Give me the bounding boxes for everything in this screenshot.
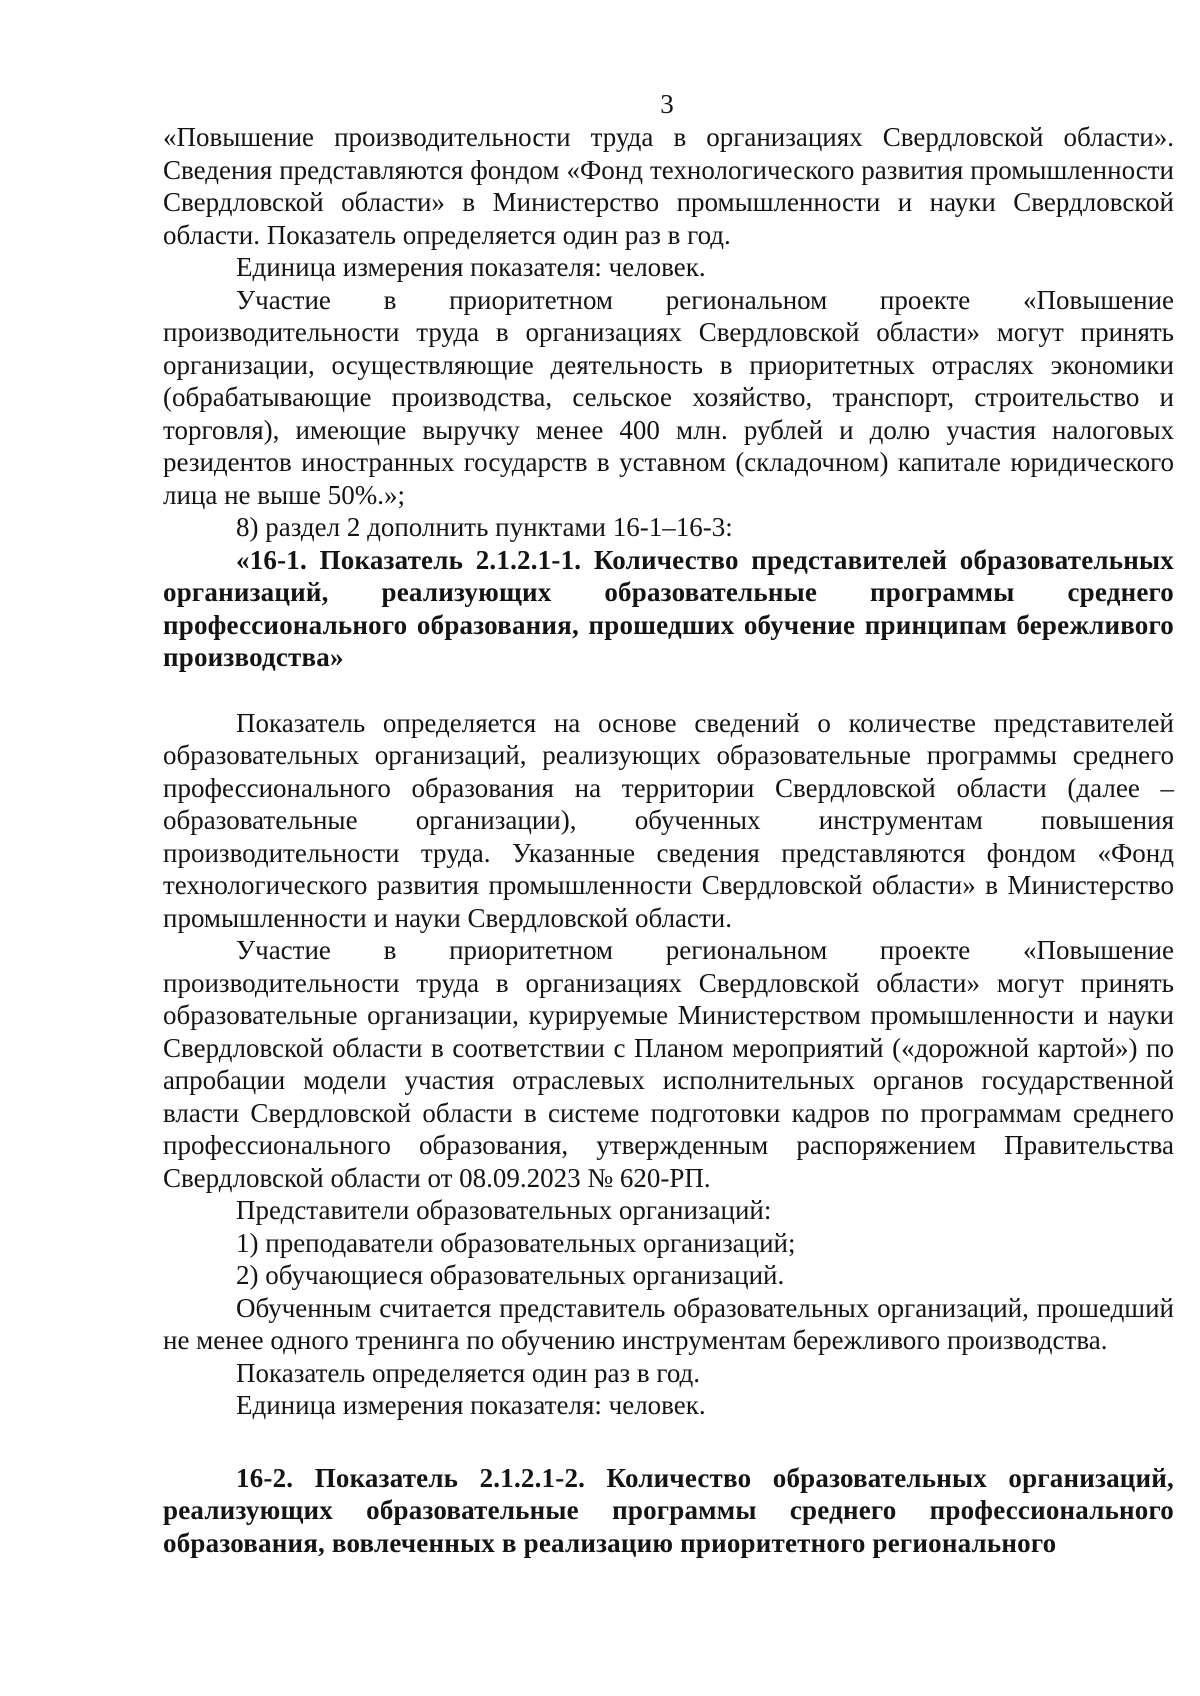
document-body xyxy=(163,121,1174,1559)
page-number: 3 xyxy=(660,89,674,119)
paragraph-unit: Единица измерения показателя: человек. xyxy=(236,252,706,282)
paragraph-participation: Участие в приоритетном региональном проекте «Повышение производительности труда в организациях Свердловской области» могут принять организации, осуществляющие деятельность в приоритетных отраслях экономики (обрабатывающие производства, сельское хозяйство, транспорт, строительство и торговля), имеющие выручку менее 400 млн. рублей и долю участия налоговых резидентов иностранных государств в уставном (складочном) капитале юридического лица не выше 50%.»; xyxy=(163,284,1174,510)
paragraph-amendment: 8) раздел 2 дополнить пунктами 16-1–16-3: xyxy=(236,512,733,542)
paragraph-representatives: Представители образовательных организаций: xyxy=(236,1195,772,1225)
paragraph-frequency: Показатель определяется один раз в год. xyxy=(236,1357,701,1388)
heading-indicator-16-2: 16-2. Показатель 2.1.2.1-2. Количество образовательных организаций, реализующих образовательные программы среднего профессионального образования, вовлеченных в реализацию приоритетного регионального xyxy=(163,1462,1174,1558)
paragraph-continuation: «Повышение производительности труда в организациях Свердловской области». Сведения представляются фондом «Фонд технологического развития промышленности Свердловской области» в Министерство промышленности и науки Свердловской области. Показатель определяется один раз в год. xyxy=(163,122,1174,250)
paragraph-unit-2: Единица измерения показателя: человек. xyxy=(236,1390,706,1420)
paragraph-trained-definition: Обученным считается представитель образовательных организаций, прошедший не менее одного тренинга по обучению инструментам бережливого производства. xyxy=(163,1292,1174,1355)
heading-indicator-16-1: «16-1. Показатель 2.1.2.1-1. Количество представителей образовательных организаций, реализующих образовательные программы среднего профессионального образования, прошедших обучение принципам бережливого производства» xyxy=(163,544,1174,672)
list-item-teachers: 1) преподаватели образовательных организаций; xyxy=(236,1227,796,1258)
paragraph-indicator-basis: Показатель определяется на основе сведений о количестве представителей образовательных организаций, реализующих образовательные программы среднего профессионального образования на территории Свердловской области (далее – образовательные организации), обученных инструментам повышения производительности труда. Указанные сведения представляются фондом «Фонд технологического развития промышленности Свердловской области» в Министерство промышленности и науки Свердловской области. xyxy=(163,707,1174,933)
list-item-students: 2) обучающиеся образовательных организаций. xyxy=(236,1260,785,1290)
paragraph-participation-education: Участие в приоритетном региональном проекте «Повышение производительности труда в организациях Свердловской области» могут принять образовательные организации, курируемые Министерством промышленности и науки Свердловской области в соответствии с Планом мероприятий («дорожной картой») по апробации модели участия отраслевых исполнительных органов государственной власти Свердловской области в системе подготовки кадров по программам среднего профессионального образования, утвержденным распоряжением Правительства Свердловской области от 08.09.2023 № 620-РП. xyxy=(163,935,1174,1193)
